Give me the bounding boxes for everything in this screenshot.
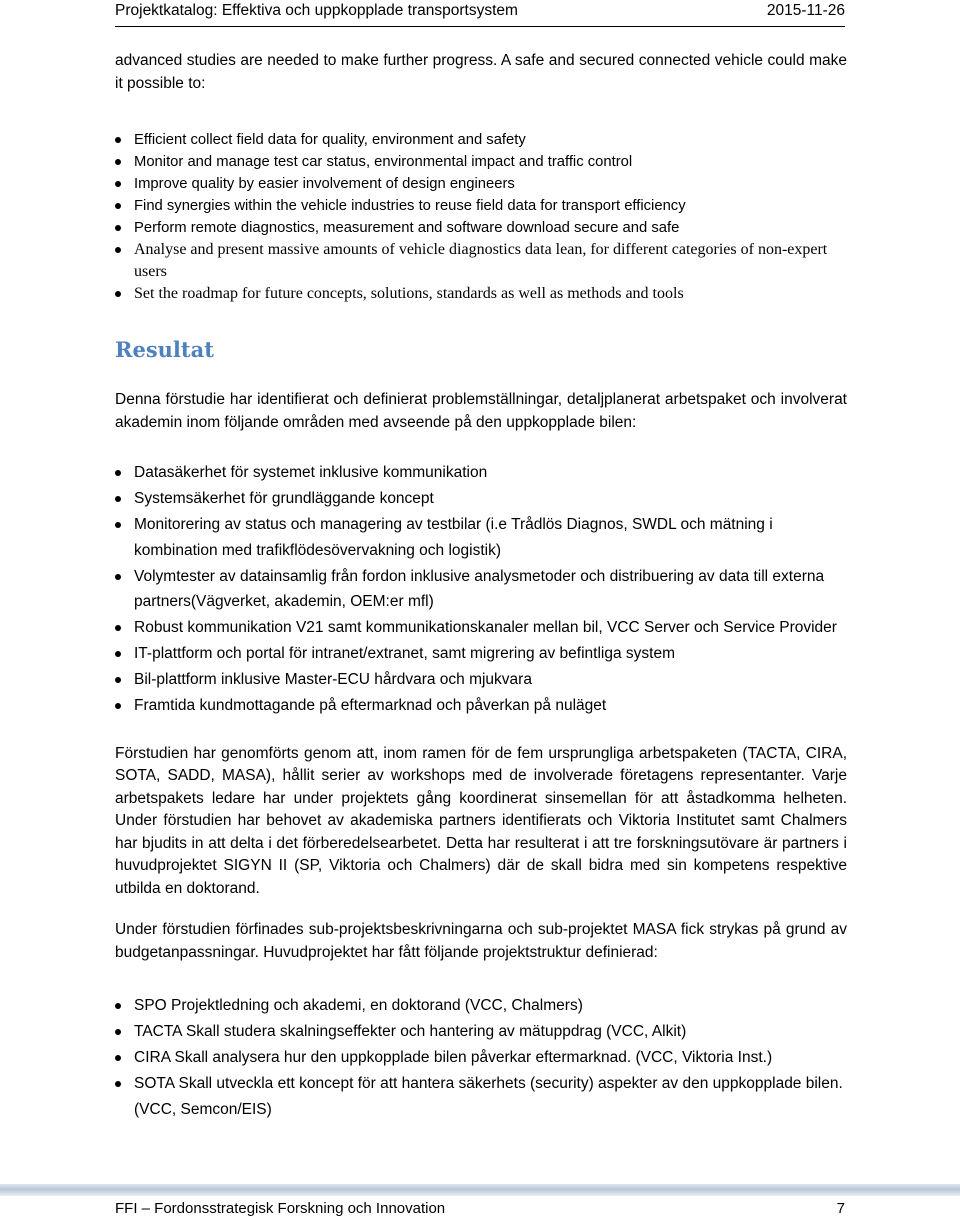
bullet-icon — [115, 1081, 121, 1087]
header-date: 2015-11-26 — [766, 2, 845, 19]
bullet-icon — [115, 574, 121, 580]
page-body — [115, 50, 847, 1123]
list-item: Analyse and present massive amounts of vehicle diagnostics data lean, for different categories of non-expert users — [115, 239, 847, 283]
bullet-icon — [115, 625, 121, 631]
footer-band — [0, 1184, 960, 1196]
bullet-icon — [115, 291, 121, 297]
list-item: Set the roadmap for future concepts, solutions, standards as well as methods and tools — [115, 283, 847, 305]
bullet-icon — [115, 181, 121, 187]
bullet-icon — [115, 522, 121, 528]
list-item: Framtida kundmottagande på eftermarknad och påverkan på nuläget — [115, 693, 847, 719]
list-item: Systemsäkerhet för grundläggande koncept — [115, 486, 847, 512]
bullet-icon — [115, 1055, 121, 1061]
bullet-icon — [115, 470, 121, 476]
bullet-icon — [115, 651, 121, 657]
list-item: CIRA Skall analysera hur den uppkopplade bilen påverkar eftermarknad. (VCC, Viktoria Inst.) — [115, 1045, 847, 1071]
areas-list — [115, 460, 847, 719]
list-item: Bil-plattform inklusive Master-ECU hårdvara och mjukvara — [115, 667, 847, 693]
header-divider — [115, 26, 845, 27]
list-item: Monitor and manage test car status, environmental impact and traffic control — [115, 151, 847, 173]
project-structure-list — [115, 993, 847, 1122]
list-item: Datasäkerhet för systemet inklusive kommunikation — [115, 460, 847, 486]
header-title: Projektkatalog: Effektiva och uppkopplade transportsystem — [115, 2, 518, 19]
list-item: Find synergies within the vehicle industries to reuse field data for transport efficiency — [115, 195, 847, 217]
bullet-icon — [115, 1003, 121, 1009]
bullet-icon — [115, 137, 121, 143]
bullet-icon — [115, 203, 121, 209]
list-item: SOTA Skall utveckla ett koncept för att hantera säkerhets (security) aspekter av den uppkopplade bilen. (VCC, Semcon/EIS) — [115, 1071, 847, 1122]
list-item: SPO Projektledning och akademi, en doktorand (VCC, Chalmers) — [115, 993, 847, 1019]
bullet-icon — [115, 159, 121, 165]
page-header — [115, 0, 845, 22]
list-item: Improve quality by easier involvement of design engineers — [115, 173, 847, 195]
subproject-paragraph: Under förstudien förfinades sub-projektsbeskrivningarna och sub-projektet MASA fick strykas på grund av budgetanpassningar. Huvudprojektet har fått följande projektstruktur definierad: — [115, 921, 847, 961]
bullet-icon — [115, 496, 121, 502]
footer-text: FFI – Fordonsstrategisk Forskning och Innovation — [115, 1199, 446, 1217]
bullet-icon — [115, 225, 121, 231]
page-number: 7 — [836, 1199, 845, 1217]
list-item: TACTA Skall studera skalningseffekter och hantering av mätuppdrag (VCC, Alkit) — [115, 1019, 847, 1045]
list-item: IT-plattform och portal för intranet/extranet, samt migrering av befintliga system — [115, 641, 847, 667]
study-paragraph: Förstudien har genomförts genom att, inom ramen för de fem ursprungliga arbetspaketen (TACTA, CIRA, SOTA, SADD, MASA), hållit serier av workshops med de involverade företagens representanter. Varje arbetspakets ledare har under projektets gång koordinerat sinsemellan för att åstadkomma helheten. Under förstudien har behovet av akademiska partners identifierats och Viktoria Institutet samt Chalmers har bjudits in att delta i det förberedelsearbetet. Detta har resulterat i att tre forskningsutövare är partners i huvudprojektet SIGYN II (SP, Viktoria och Chalmers) där de skall bidra med sin kompetens respektive utbilda en doktorand. — [115, 744, 847, 897]
page-footer — [115, 1197, 845, 1219]
list-item: Efficient collect field data for quality, environment and safety — [115, 129, 847, 151]
bullet-icon — [115, 247, 121, 253]
list-item: Monitorering av status och managering av testbilar (i.e Trådlös Diagnos, SWDL och mätning i kombination med trafikflödesövervakning och logistik) — [115, 512, 847, 563]
intro-paragraph: advanced studies are needed to make further progress. A safe and secured connected vehicle could make it possible to: — [115, 52, 847, 92]
result-paragraph: Denna förstudie har identifierat och definierat problemställningar, detaljplanerat arbetspaket och involverat akademin inom följande områden med avseende på den uppkopplade bilen: — [115, 391, 847, 431]
bullet-icon — [115, 1029, 121, 1035]
benefits-list — [115, 129, 847, 305]
bullet-icon — [115, 677, 121, 683]
list-item: Robust kommunikation V21 samt kommunikationskanaler mellan bil, VCC Server och Service Provider — [115, 615, 847, 641]
list-item: Perform remote diagnostics, measurement and software download secure and safe — [115, 217, 847, 239]
section-heading: Resultat — [115, 337, 214, 362]
list-item: Volymtester av datainsamlig från fordon inklusive analysmetoder och distribuering av data till externa partners(Vägverket, akademin, OEM:er mfl) — [115, 564, 847, 615]
bullet-icon — [115, 703, 121, 709]
